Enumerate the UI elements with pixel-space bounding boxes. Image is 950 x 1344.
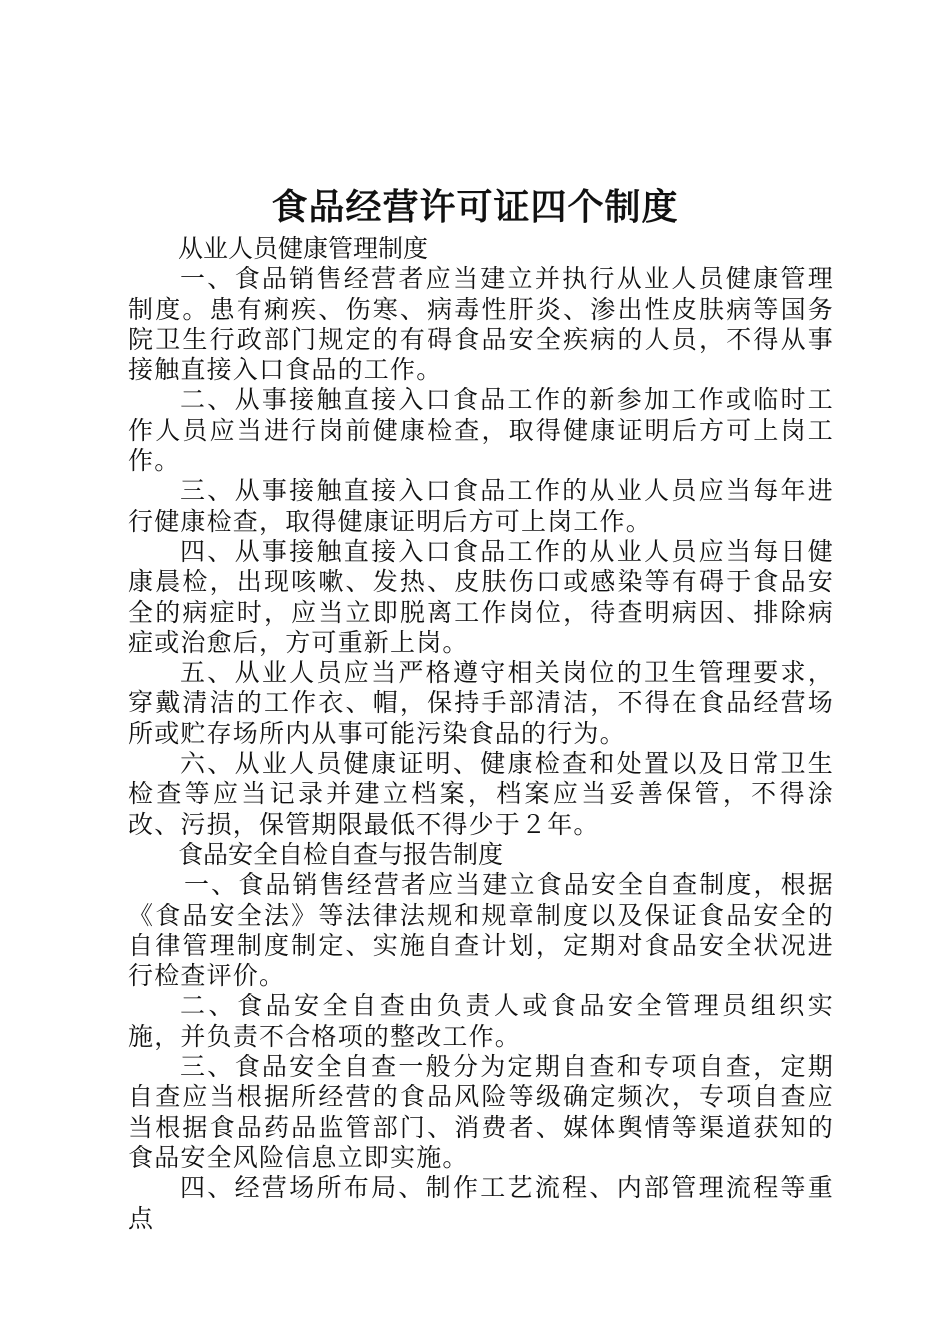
document-body [128, 234, 834, 1234]
paragraph: 二、从事接触直接入口食品工作的新参加工作或临时工作人员应当进行岗前健康检查，取得健康证明后方可上岗工作。 [128, 385, 834, 476]
section-heading-health: 从业人员健康管理制度 [178, 234, 429, 263]
paragraph: 四、从事接触直接入口食品工作的从业人员应当每日健康晨检，出现咳嗽、发热、皮肤伤口或感染等有碍于食品安全的病症时，应当立即脱离工作岗位，待查明病因、排除病症或治愈后，方可重新上岗。 [128, 536, 834, 657]
document-title: 食品经营许可证四个制度 [271, 186, 679, 228]
paragraph: 六、从业人员健康证明、健康检查和处置以及日常卫生检查等应当记录并建立档案，档案应当妥善保管，不得涂改、污损，保管期限最低不得少于２年。 [128, 749, 834, 839]
paragraph: 一、食品销售经营者应当建立食品安全自查制度，根据《食品安全法》等法律法规和规章制度以及保证食品安全的自律管理制度制定、实施自查计划，定期对食品安全状况进行检查评价。 [128, 870, 834, 991]
paragraph: 一、食品销售经营者应当建立并执行从业人员健康管理制度。患有痢疾、伤寒、病毒性肝炎、渗出性皮肤病等国务院卫生行政部门规定的有碍食品安全疾病的人员，不得从事接触直接入口食品的工作。 [128, 264, 834, 385]
paragraph: 四、经营场所布局、制作工艺流程、内部管理流程等重点 [128, 1173, 834, 1233]
paragraph: 二、食品安全自查由负责人或食品安全管理员组织实施，并负责不合格项的整改工作。 [128, 991, 834, 1051]
paragraph: 三、从事接触直接入口食品工作的从业人员应当每年进行健康检查，取得健康证明后方可上岗工作。 [128, 476, 834, 536]
section-heading-self-inspection: 食品安全自检自查与报告制度 [178, 839, 504, 869]
paragraph: 三、食品安全自查一般分为定期自查和专项自查，定期自查应当根据所经营的食品风险等级确定频次，专项自查应当根据食品药品监管部门、消费者、媒体舆情等渠道获知的食品安全风险信息立即实施。 [128, 1052, 834, 1172]
paragraph: 五、从业人员应当严格遵守相关岗位的卫生管理要求，穿戴清洁的工作衣、帽，保持手部清洁，不得在食品经营场所或贮存场所内从事可能污染食品的行为。 [128, 658, 834, 748]
